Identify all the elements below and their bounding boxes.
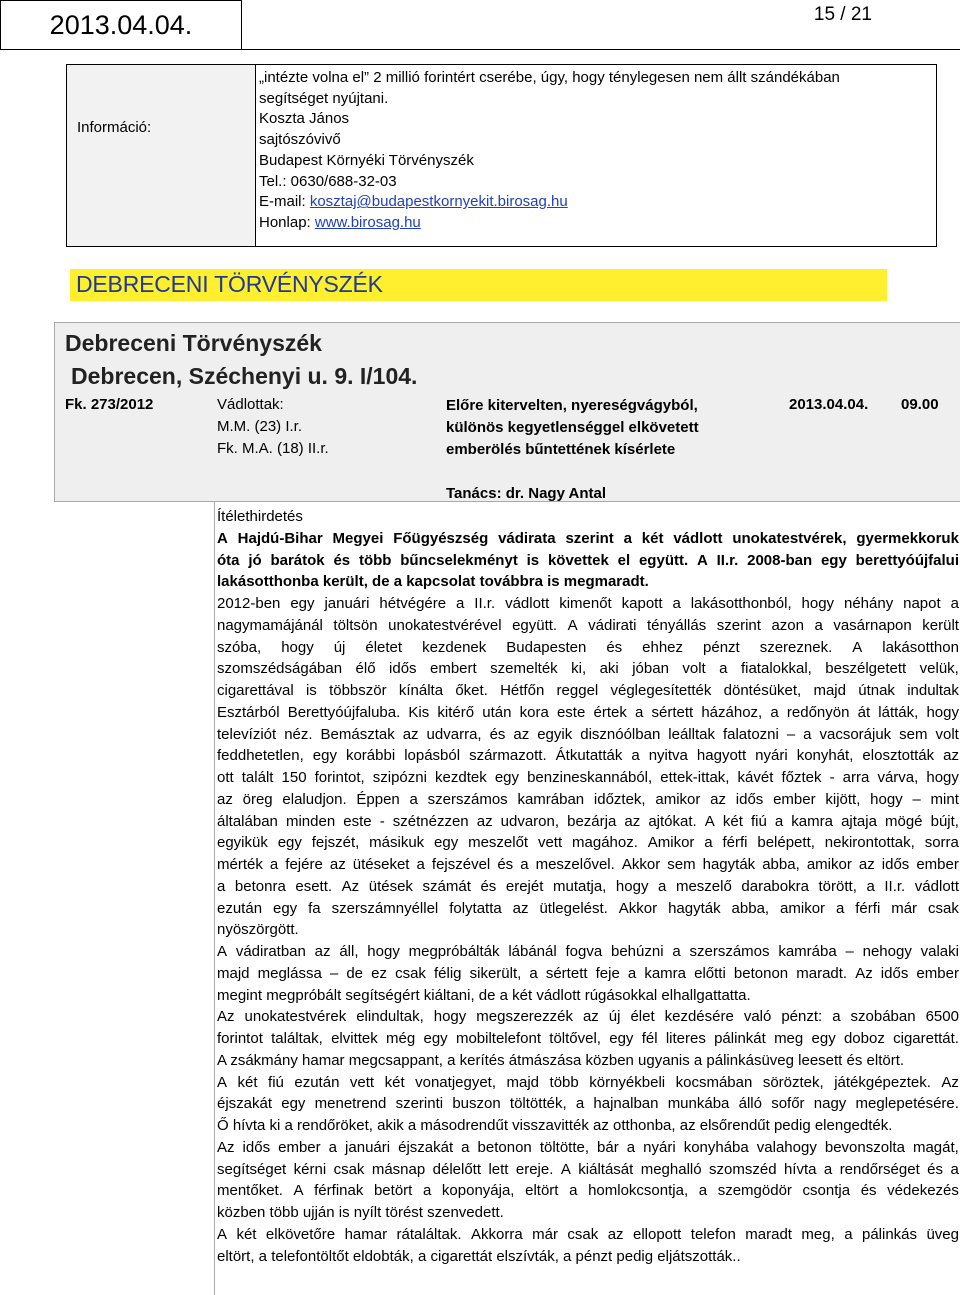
- info-label: Információ:: [77, 119, 152, 136]
- body-line: éjszakát egy menetrend szerinti buszon töltötték, a hajnalban munkába álló sofőr nagy meglepetésére.: [217, 1095, 959, 1113]
- email-label: E-mail:: [259, 193, 310, 211]
- web-label: Honlap:: [259, 213, 315, 231]
- body-line: ezután egy fa szerszámnyéllel folytatta az ütlegelést. Akkor hagyták abba, amikor a férfi már csak: [217, 899, 959, 917]
- body-line: Ítélethirdetés: [217, 508, 303, 525]
- body-line: A két fiú ezután vett két vonatjegyet, majd több környékbeli kocsmában söröztek, játékgépeztek. Az: [217, 1073, 959, 1091]
- charge-line: emberölés bűntettének kísérlete: [446, 441, 676, 458]
- body-line: közben több ujján is nyílt törést szenvedett.: [217, 1204, 504, 1221]
- date-tab: [0, 0, 242, 50]
- header-rule: [242, 49, 960, 50]
- body-line: Ő hívta ki a rendőröket, akik a másodrendűt visszavitték az otthonba, az elsőrendűt pedig elengedték.: [217, 1117, 893, 1134]
- body-line: A Hajdú-Bihar Megyei Főügyészség vádirata szerint a két vádlott unokatestvérek, gyermekkoruk: [217, 529, 959, 547]
- contact-role: sajtószóvivő: [259, 131, 341, 149]
- body-line: a betonra esett. Az ütések számát és erejét mutatja, hogy a meszelő darabokra törött, a II.r. vádlott: [217, 877, 959, 895]
- body-line: A zsákmány hamar megcsappant, a kerítés átmászása közben ugyanis a pálinkásüveg leesett és eltört.: [217, 1051, 905, 1069]
- contact-phone: Tel.: 0630/688-32-03: [259, 172, 397, 190]
- charge: [446, 395, 746, 461]
- body-line: A két elkövetőre hamar rátaláltak. Akkorra már csak az ellopott telefon maradt meg, a pálinkás üveg: [217, 1225, 959, 1243]
- header-date: 2013.04.04.: [49, 10, 193, 40]
- body-line: forintot találtak, elvittek még egy mobiltelefont töltővel, egy fél literes pálinkát meg egy doboz cigarettát.: [217, 1030, 959, 1047]
- court-heading: DEBRECENI TÖRVÉNYSZÉK: [76, 271, 383, 297]
- body-line: lakásotthonba került, de a kapcsolat továbbra is megmaradt.: [217, 573, 649, 591]
- body-line: feddhetetlen, egy korábbi lopásból származott. Átkutatták a nyitva hagyott nyári konyhát, elosztották az: [217, 747, 959, 765]
- body-line: szóba, hogy új életet kezdenek Budapesten és ehhez pénzt szereznek. A lakásotthon: [217, 638, 959, 656]
- body-line: mentőket. A férfinak betört a koponyája, eltört a homlokcsontja, a szemgödör csontja és védekezés: [217, 1182, 959, 1200]
- info-label-cell: [67, 65, 256, 246]
- body-line: óta jó barátok és több bűncselekményt is követtek el együtt. A II.r. 2008-ban egy berettyóújfalui: [217, 551, 959, 569]
- court-name: Debreceni Törvényszék: [65, 330, 322, 356]
- contact-name: Koszta János: [259, 110, 350, 128]
- charge-line: különös kegyetlenséggel elkövetett: [446, 419, 699, 436]
- body-line: majd meglássa – de ez csak félig sikerült, a sértett feje a kamra előtti betonon maradt. Az idős ember: [217, 964, 959, 982]
- body-line: A vádiratban az áll, hogy megpróbálták lábánál fogva behúzni a szerszámos kamrába – nehogy valaki: [217, 943, 959, 960]
- info-box: [66, 64, 937, 247]
- body-line: 2012-ben egy januári hétvégére a II.r. vádlott kimenőt kapott a lakásotthonból, hogy néhány napot a: [217, 595, 959, 612]
- body-line: szomszédságában élő idős embert szemelték ki, aki jóban volt a fiatalokkal, beszélgetett velük,: [217, 660, 959, 678]
- hearing-date: 2013.04.04.: [789, 396, 869, 413]
- info-intro-line: segítséget nyújtani.: [259, 89, 389, 107]
- case-number: Fk. 273/2012: [65, 396, 154, 413]
- body-line: egyikük egy fejszét, másikuk egy meszelőt vett magához. Amikor a férfi belépett, nekirontottak, sorra: [217, 834, 959, 852]
- case-body: [217, 506, 959, 1267]
- body-line: általában minden este - szétnézzen az udvaron, bezárja az ajtókat. A két fiú a kamra ajtaja mögé bújt,: [217, 812, 959, 830]
- charge-line: Előre kitervelten, nyereségvágyból,: [446, 397, 698, 414]
- page-number: 15 / 21: [813, 4, 872, 25]
- body-line: Az unokatestvérek elindultak, hogy megszerezzék az új élet kezdésére való pénzt: a szobában 6500: [217, 1008, 959, 1026]
- body-line: Az idős ember a januári éjszakát a betonon töltötte, bár a nyári konyhába valahogy bevonszolta magát,: [217, 1138, 959, 1156]
- body-line: segítséget kérni csak másnap délelőtt lett ereje. A kiáltását meghalló szomszéd hívta a rendőrséget és a: [217, 1160, 959, 1178]
- body-line: ott talált 150 forintot, szipózni kezdtek egy benzineskannából, ettek-ittak, kávét főztek - arra várva, hogy: [217, 769, 959, 786]
- body-line: megint megpróbált segítségért kiáltani, de a két vádlott rúgásokkal elhallgattatta.: [217, 986, 751, 1004]
- defendants-label: Vádlottak:: [217, 396, 284, 413]
- web-link[interactable]: www.birosag.hu: [314, 213, 421, 231]
- info-content: [259, 68, 929, 234]
- court-address: Debrecen, Széchenyi u. 9. I/104.: [71, 363, 418, 389]
- body-line: az öreg elaludjon. Éppen a szerszámos kamrában időztek, amikor az idős ember kijött, hogy – mint: [217, 790, 959, 808]
- body-line: televíziót néz. Bemásztak az udvarra, és az egyik disznóólban leálltak falatozni – a vacsorájuk sem volt: [217, 725, 959, 743]
- court-heading-band: [70, 269, 887, 301]
- contact-email-row: [259, 192, 929, 213]
- contact-web-row: [259, 213, 929, 234]
- body-line: nyöszörgött.: [217, 921, 299, 939]
- body-line: Esztárból Berettyóújfaluba. Kis kitérő után kora este értek a sértett házához, a redőnyön át látták, hogy: [217, 703, 959, 721]
- body-line: eltört, a telefontöltőt eldobták, a cigarettát elszívták, a pénzt pedig eljátszották..: [217, 1247, 741, 1265]
- contact-org: Budapest Környéki Törvényszék: [259, 151, 474, 169]
- body-line: mérték a fejére az ütéseket a fejszével és a meszelővel. Akkor sem hagyták abba, amikor az idős ember: [217, 856, 959, 873]
- hearing-time: 09.00: [901, 396, 939, 413]
- panel: Tanács: dr. Nagy Antal: [446, 485, 607, 502]
- body-line: nagymamájánál töltsön unokatestvérével együtt. A vádirati tényállás szerint azon a vasárnapon került: [217, 616, 959, 634]
- info-intro-line: „intézte volna el” 2 millió forintért cserébe, úgy, hogy ténylegesen nem állt szándékában: [259, 69, 840, 86]
- case-header: [54, 322, 960, 502]
- body-line: cigarettával is többször kínálta őket. Hétfőn reggel véglegesítették döntésüket, majd útnak indultak: [217, 682, 959, 699]
- defendant-1: M.M. (23) I.r.: [217, 418, 303, 435]
- email-link[interactable]: kosztaj@budapestkornyekit.birosag.hu: [309, 193, 568, 211]
- defendant-2: Fk. M.A. (18) II.r.: [217, 440, 329, 457]
